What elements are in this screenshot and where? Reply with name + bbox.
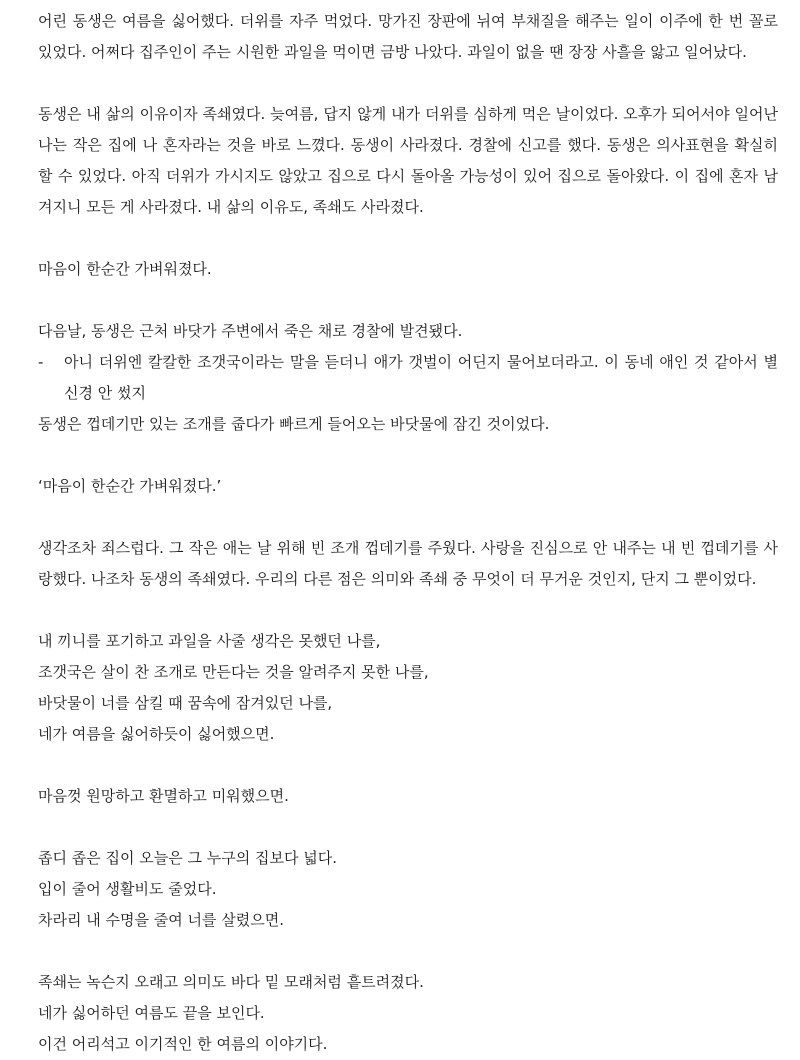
verse-line: 좁디 좁은 집이 오늘은 그 누구의 집보다 넓다. xyxy=(38,849,337,867)
verse-line: 차라리 내 수명을 줄여 너를 살렸으면. xyxy=(38,911,284,929)
paragraph-6: 생각조차 죄스럽다. 그 작은 애는 날 위해 빈 조개 껍데기를 주웠다. 사랑을 진심으로 안 내주는 내 빈 껍데기를 사랑했다. 나조차 동생의 족쇄였다. 우리의 다른 점은 의미와 족쇄 중 무엇이 더 무거운 것인지, 단지 그 뿐이었다. xyxy=(38,539,778,588)
paragraph-gap xyxy=(38,502,778,533)
paragraph-gap xyxy=(38,440,778,471)
verse-line: 입이 줄어 생활비도 줄었다. xyxy=(38,880,217,898)
paragraph-7 xyxy=(38,626,778,750)
quoted-remark xyxy=(38,347,778,409)
paragraph-gap xyxy=(38,936,778,967)
verse-line: 내 끼니를 포기하고 과일을 사줄 생각은 못했던 나를, xyxy=(38,632,381,650)
quoted-remark-text: 아니 더위엔 칼칼한 조갯국이라는 말을 듣더니 애가 갯벌이 어딘지 물어보더라고. 이 동네 애인 것 같아서 별 신경 안 썼지 xyxy=(64,353,778,402)
paragraph-10 xyxy=(38,967,778,1060)
document-page xyxy=(38,6,778,1060)
verse-line: 조갯국은 살이 찬 조개로 만든다는 것을 알려주지 못한 나를, xyxy=(38,663,429,681)
paragraph-8: 마음껏 원망하고 환멸하고 미워했으면. xyxy=(38,787,289,805)
paragraph-3: 마음이 한순간 가벼워졌다. xyxy=(38,260,212,278)
paragraph-gap xyxy=(38,223,778,254)
dash-mark: - xyxy=(38,353,44,371)
paragraph-2: 동생은 내 삶의 이유이자 족쇄였다. 늦여름, 답지 않게 내가 더위를 심하게 먹은 날이었다. 오후가 되어서야 일어난 나는 작은 집에 나 혼자라는 것을 바로 느꼈다. 동생이 사라졌다. 경찰에 신고를 했다. 동생은 의사표현을 확실히 할 수 있었다. 아직 더위가 가시지도 않았고 집으로 다시 돌아올 가능성이 있어 집으로 돌아왔다. 이 집에 혼자 남겨지니 모든 게 사라졌다. 내 삶의 이유도, 족쇄도 사라졌다. xyxy=(38,105,778,216)
paragraph-gap xyxy=(38,68,778,99)
paragraph-gap xyxy=(38,285,778,316)
paragraph-1: 어린 동생은 여름을 싫어했다. 더위를 자주 먹었다. 망가진 장판에 뉘여 부채질을 해주는 일이 이주에 한 번 꼴로 있었다. 어쩌다 집주인이 주는 시원한 과일을 먹이면 금방 나았다. 과일이 없을 땐 장장 사흘을 앓고 일어났다. xyxy=(38,12,778,61)
verse-line: 네가 여름을 싫어하듯이 싫어했으면. xyxy=(38,725,275,743)
verse-line: 이건 어리석고 이기적인 한 여름의 이야기다. xyxy=(38,1035,328,1053)
paragraph-gap xyxy=(38,595,778,626)
paragraph-4 xyxy=(38,316,778,440)
paragraph-gap xyxy=(38,750,778,781)
paragraph-4-line: 다음날, 동생은 근처 바닷가 주변에서 죽은 채로 경찰에 발견됐다. xyxy=(38,322,463,340)
paragraph-4-end: 동생은 껍데기만 있는 조개를 줍다가 빠르게 들어오는 바닷물에 잠긴 것이었다. xyxy=(38,415,550,433)
paragraph-5: ‘마음이 한순간 가벼워졌다.’ xyxy=(38,477,222,495)
verse-line: 족쇄는 녹슨지 오래고 의미도 바다 밑 모래처럼 흩트려졌다. xyxy=(38,973,424,991)
paragraph-9 xyxy=(38,843,778,936)
verse-line: 바닷물이 너를 삼킬 때 꿈속에 잠겨있던 나를, xyxy=(38,694,333,712)
verse-line: 네가 싫어하던 여름도 끝을 보인다. xyxy=(38,1004,265,1022)
paragraph-gap xyxy=(38,812,778,843)
